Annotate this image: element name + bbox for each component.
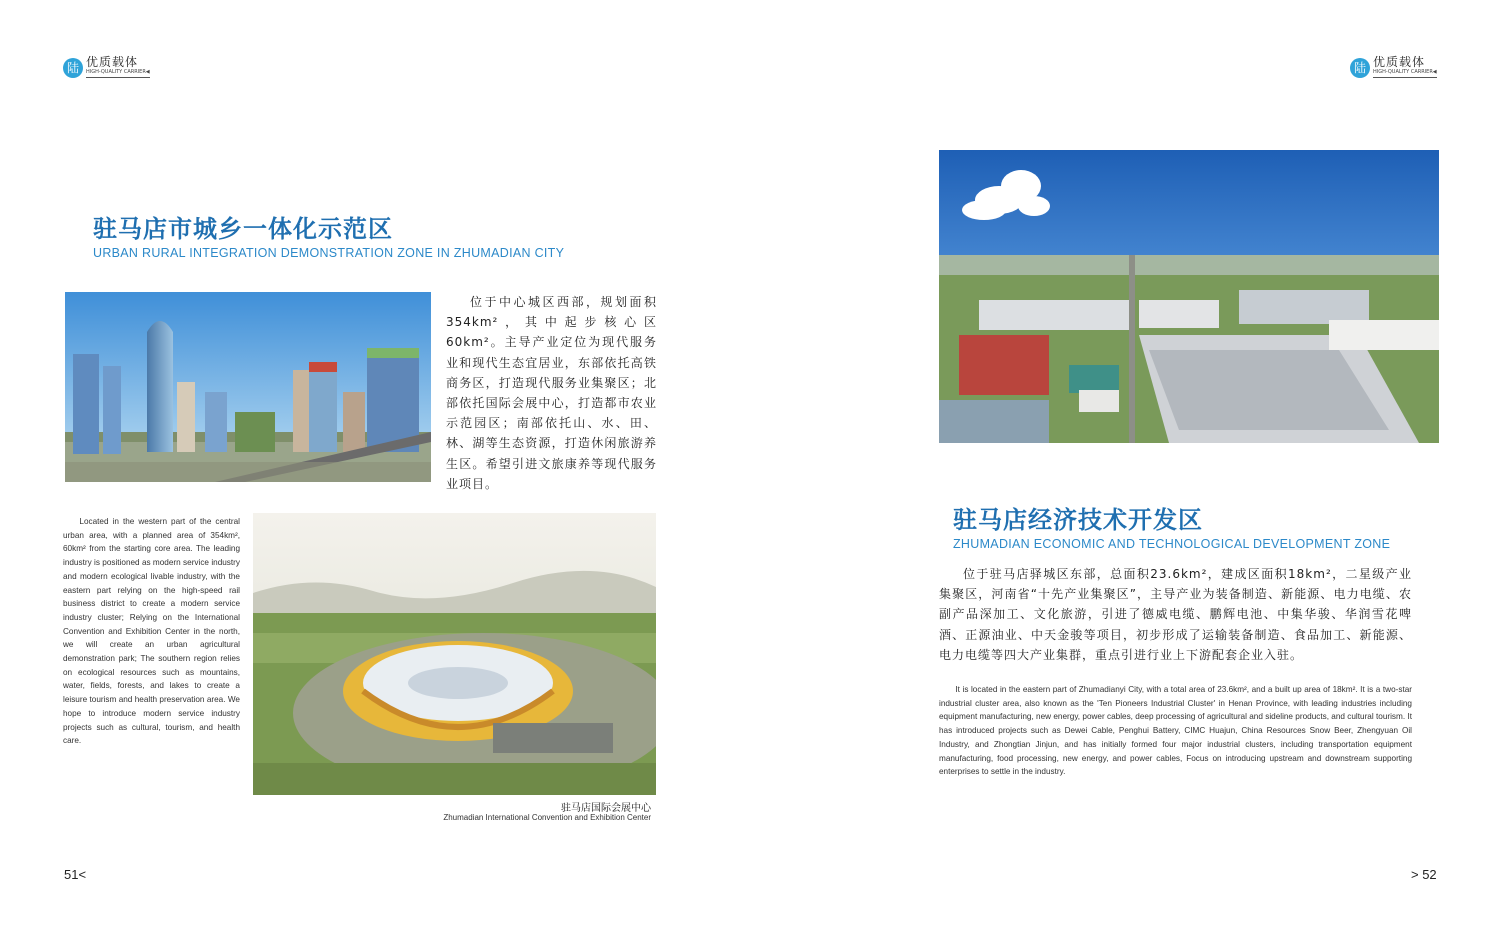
right-body-cn: 位于驻马店驿城区东部，总面积23.6km²，建成区面积18km²，二星级产业集聚区，河南省“十先产业集聚区”，主导产业为装备制造、新能源、电力电缆、农副产品深加工、文化旅游，引进了德威电缆、鹏辉电池、中集华骏、华润雪花啤酒、正源油业、中天金骏等项目，初步形成了运输装备制造、食品加工、新能源、电力电缆等四大产业集群，重点引进行业上下游配套企业入驻。 bbox=[939, 567, 1412, 662]
photo-caption-cn: 驻马店国际会展中心 bbox=[561, 803, 651, 814]
city-skyline-photo bbox=[65, 292, 431, 482]
header-badge-left bbox=[63, 56, 150, 78]
left-body-en: Located in the western part of the central urban area, with a planned area of 354km², 60km² from the starting core area. The leading industry is positioned as modern service industry and modern ecological livable industry, with the eastern part relying on the high-speed rail business district to create a modern service industry cluster; Relying on the International Convention and Exhibition Center in the north, we will create an urban agricultural demonstration park; The southern region relies on ecological resources such as mountains, water, fields, forests, and lakes to create a leisure tourism and health preservation area. We hope to introduce modern service industry projects such as cultural, tourism, and health care. bbox=[63, 517, 240, 746]
badge-circle-icon: 陆 bbox=[63, 58, 83, 78]
photo-caption-en: Zhumadian International Convention and Exhibition Center bbox=[443, 813, 651, 822]
page-number-right: > 52 bbox=[1411, 867, 1437, 882]
header-title-en: HIGH-QUALITY CARRIER◀ bbox=[1373, 69, 1437, 75]
badge-circle-icon: 陆 bbox=[1350, 58, 1370, 78]
header-title-cn: 优质载体 bbox=[1373, 55, 1426, 69]
left-section-subtitle: URBAN RURAL INTEGRATION DEMONSTRATION ZONE IN ZHUMADIAN CITY bbox=[93, 246, 565, 260]
right-body-cn-block bbox=[939, 564, 1412, 665]
right-body-en-block bbox=[939, 683, 1412, 779]
left-body-en-block bbox=[63, 515, 240, 748]
right-section-title: 驻马店经济技术开发区 bbox=[953, 505, 1203, 534]
industrial-park-photo bbox=[939, 150, 1439, 443]
header-title-cn: 优质载体 bbox=[86, 55, 139, 69]
right-section-subtitle: ZHUMADIAN ECONOMIC AND TECHNOLOGICAL DEVELOPMENT ZONE bbox=[953, 537, 1391, 551]
right-body-en: It is located in the eastern part of Zhumadianyi City, with a total area of 23.6km², and a built up area of 18km². It is a two-star industrial cluster area, also known as the 'Ten Pioneers Industrial Cluster' in Henan Province, with leading industries including equipment manufacturing, new energy, power cables, deep processing of agricultural and sideline products, and cultural tourism. It has introduced projects such as Dewei Cable, Penghui Battery, CIMC Huajun, China Resources Snow Beer, Zhengyuan Oil Industry, and Zhongtian Jinjun, and has initially formed four major industrial clusters, including transportation equipment manufacturing, food processing, new energy, and power cables, Focus on introducing upstream and downstream supporting enterprises to settle in the industry. bbox=[939, 685, 1412, 777]
header-title-en: HIGH-QUALITY CARRIER◀ bbox=[86, 69, 150, 75]
header-badge-right bbox=[1350, 56, 1437, 78]
page-number-left: 51< bbox=[64, 867, 87, 882]
left-section-title: 驻马店市城乡一体化示范区 bbox=[93, 214, 393, 243]
convention-center-photo bbox=[253, 513, 656, 795]
left-body-cn-block bbox=[446, 292, 657, 494]
left-body-cn: 位于中心城区西部，规划面积354km²，其中起步核心区60km²。主导产业定位为现代服务业和现代生态宜居业，东部依托高铁商务区，打造现代服务业集聚区；北部依托国际会展中心，打造都市农业示范园区；南部依托山、水、田、林、湖等生态资源，打造休闲旅游养生区。希望引进文旅康养等现代服务业项目。 bbox=[446, 295, 657, 491]
